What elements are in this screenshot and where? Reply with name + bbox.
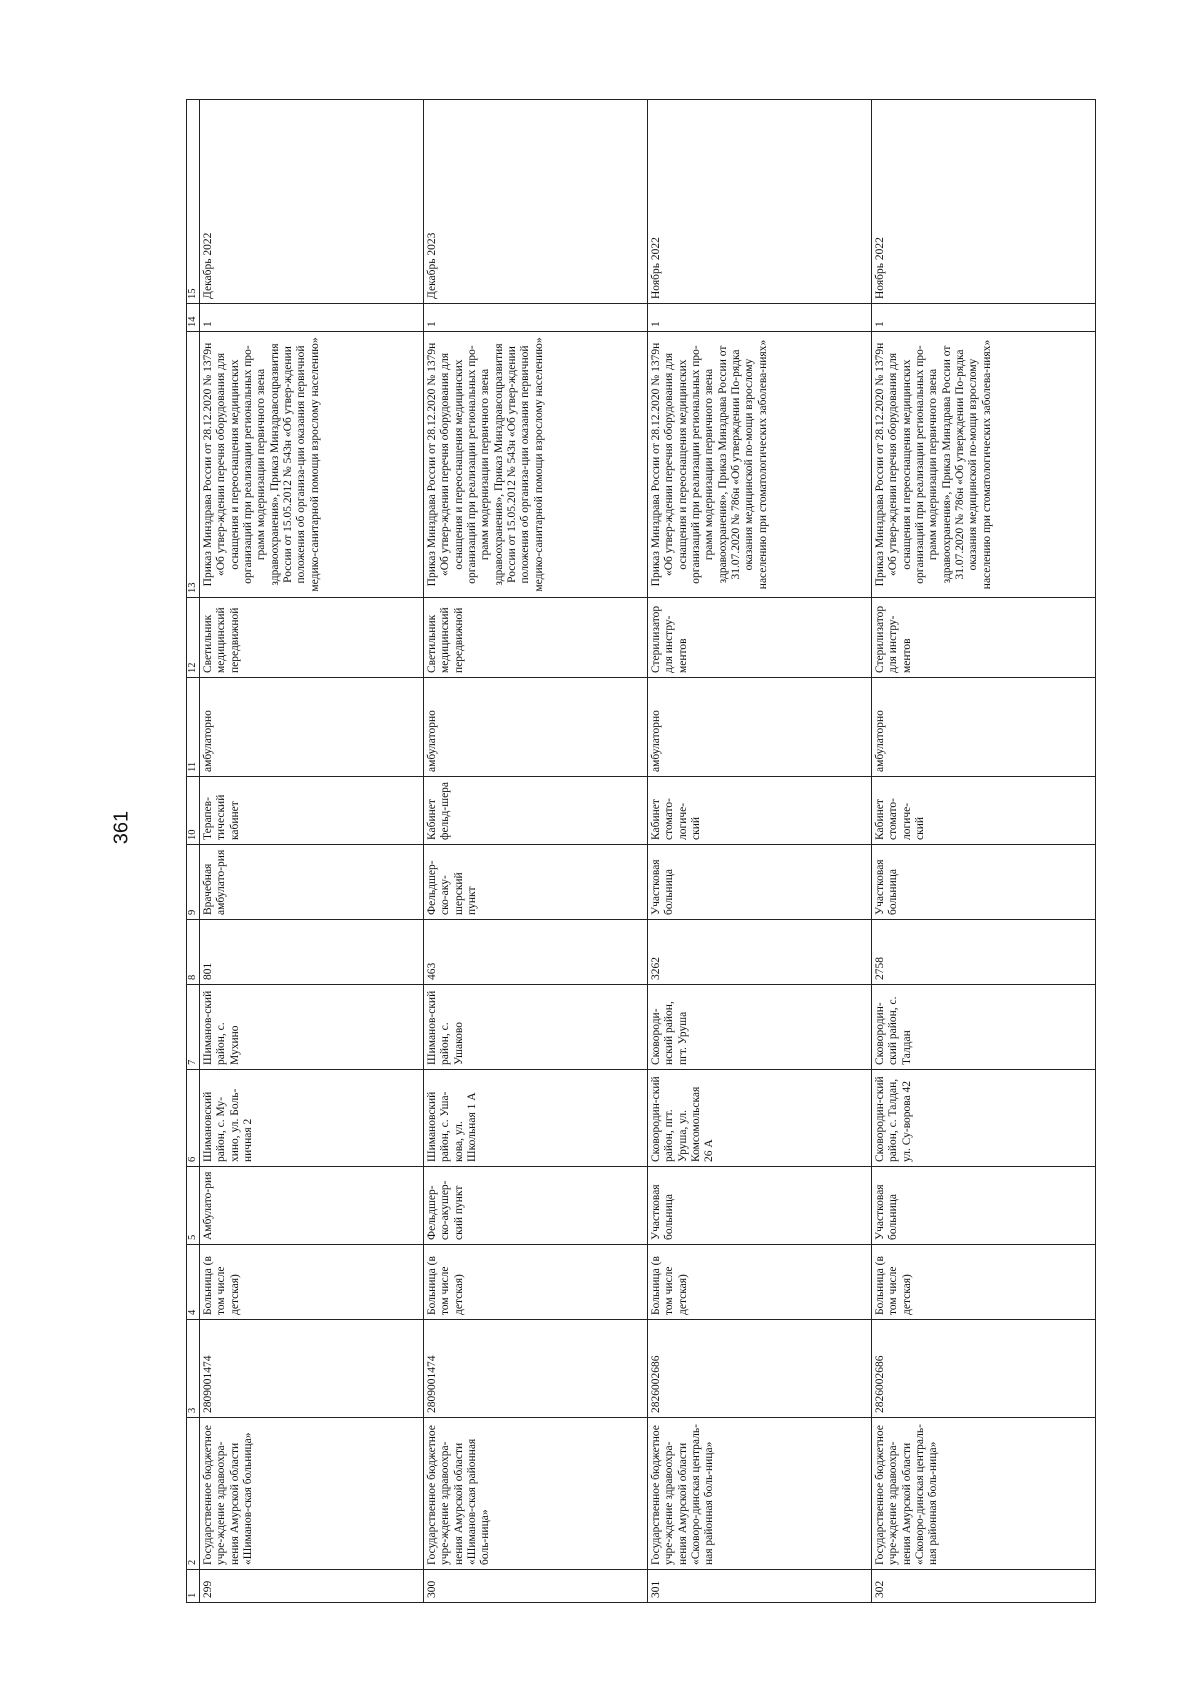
page-number: 361 bbox=[110, 810, 133, 845]
column-number: 15 bbox=[187, 100, 200, 304]
table-row bbox=[424, 100, 648, 1603]
table-cell: амбулаторно bbox=[424, 678, 648, 777]
table-cell: Фельдшер-ско-акушер-ский пункт bbox=[424, 1167, 648, 1245]
column-number: 9 bbox=[187, 845, 200, 920]
table-cell: амбулаторно bbox=[200, 678, 424, 777]
table-cell: Больница (в том числе детская) bbox=[648, 1245, 872, 1320]
table-cell: 299 bbox=[200, 1570, 424, 1603]
table-cell: Сковородин-ский район, с. Талдан bbox=[872, 985, 1096, 1070]
table-cell: Сковородин-ский район, с. Талдан, ул. Су-ворова 42 bbox=[872, 1070, 1096, 1167]
table-cell: Стерилизатор для инстру-ментов bbox=[872, 598, 1096, 678]
table-cell: Кабинет стомато-логиче-ский bbox=[872, 777, 1096, 845]
equipment-table-rotated bbox=[186, 100, 1082, 1603]
table-body bbox=[187, 100, 1096, 1603]
table-cell: Участковая больница bbox=[648, 845, 872, 920]
equipment-table bbox=[186, 99, 1096, 1603]
table-cell: Ноябрь 2022 bbox=[648, 100, 872, 304]
table-row bbox=[872, 100, 1096, 1603]
table-cell: Приказ Минздрава России от 28.12.2020 № 1379н «Об утвер-ждении перечня оборудования для оснащения и переоснащения медицинских организаций при реализации региональных про-грамм модернизации первичного звена здравоохранения», Приказ Минздравсоцразвития России от 15.05.2012 № 543н «Об утвер-ждении положения об организа-ции оказания первичной медико-санитарной помощи взрослому населению» bbox=[200, 332, 424, 598]
table-cell: 463 bbox=[424, 920, 648, 985]
table-cell: Государственное бюджетное учре-ждение здравоохра-нения Амурской области «Сковоро-динская централь-ная районная боль-ница» bbox=[872, 1418, 1096, 1570]
table-cell: 2826002686 bbox=[648, 1320, 872, 1418]
column-number: 6 bbox=[187, 1070, 200, 1167]
table-cell: 2809001474 bbox=[200, 1320, 424, 1418]
table-cell: 2809001474 bbox=[424, 1320, 648, 1418]
table-cell: Приказ Минздрава России от 28.12.2020 № 1379н «Об утвер-ждении перечня оборудования для оснащения и переоснащения медицинских организаций при реализации региональных про-грамм модернизации первичного звена здравоохранения», Приказ Минздрава России от 31.07.2020 № 786н «Об утверждении По-рядка оказания медицинской по-мощи взрослому населению при стоматологических заболева-ниях» bbox=[872, 332, 1096, 598]
table-cell: Шиманов-ский район, с. Мухино bbox=[200, 985, 424, 1070]
table-cell: 300 bbox=[424, 1570, 648, 1603]
table-cell: 1 bbox=[200, 304, 424, 332]
table-cell: амбулаторно bbox=[872, 678, 1096, 777]
table-cell: 3262 bbox=[648, 920, 872, 985]
table-cell: 2826002686 bbox=[872, 1320, 1096, 1418]
table-cell: Кабинет фельд-шера bbox=[424, 777, 648, 845]
table-cell: Шимановский район, с. Му-хино, ул. Боль-ничная 2 bbox=[200, 1070, 424, 1167]
table-cell: 1 bbox=[872, 304, 1096, 332]
column-number: 10 bbox=[187, 777, 200, 845]
table-cell: Кабинет стомато-логиче-ский bbox=[648, 777, 872, 845]
table-cell: Стерилизатор для инстру-ментов bbox=[648, 598, 872, 678]
table-cell: 2758 bbox=[872, 920, 1096, 985]
table-cell: Государственное бюджетное учре-ждение здравоохра-нения Амурской области «Шиманов-ская районная боль-ница» bbox=[424, 1418, 648, 1570]
table-cell: Приказ Минздрава России от 28.12.2020 № 1379н «Об утвер-ждении перечня оборудования для оснащения и переоснащения медицинских организаций при реализации региональных про-грамм модернизации первичного звена здравоохранения», Приказ Минздравсоцразвития России от 15.05.2012 № 543н «Об утвер-ждении положения об организа-ции оказания первичной медико-санитарной помощи взрослому населению» bbox=[424, 332, 648, 598]
column-number: 11 bbox=[187, 678, 200, 777]
table-cell: Больница (в том числе детская) bbox=[424, 1245, 648, 1320]
table-cell: Шимановский район, с. Ушa-кова, ул. Школьная 1 А bbox=[424, 1070, 648, 1167]
table-cell: Амбулато-рия bbox=[200, 1167, 424, 1245]
table-cell: Участковая больница bbox=[648, 1167, 872, 1245]
column-number: 3 bbox=[187, 1320, 200, 1418]
table-cell: 302 bbox=[872, 1570, 1096, 1603]
column-number: 7 bbox=[187, 985, 200, 1070]
table-cell: Декабрь 2023 bbox=[424, 100, 648, 304]
table-cell: Фельдшер-ско-аку-шерский пункт bbox=[424, 845, 648, 920]
table-cell: Государственное бюджетное учре-ждение здравоохра-нения Амурской области «Сковоро-динская централь-ная районная боль-ница» bbox=[648, 1418, 872, 1570]
column-number: 1 bbox=[187, 1570, 200, 1603]
table-cell: амбулаторно bbox=[648, 678, 872, 777]
column-number: 4 bbox=[187, 1245, 200, 1320]
column-number-row bbox=[187, 100, 200, 1603]
table-cell: 1 bbox=[648, 304, 872, 332]
table-cell: Светильник медицинский передвижной bbox=[424, 598, 648, 678]
table-cell: Государственное бюджетное учре-ждение здравоохра-нения Амурской области «Шиманов-ская больница» bbox=[200, 1418, 424, 1570]
table-cell: Сковородин-ский район, пгт. Уруша, ул. Комсомольская 26 А bbox=[648, 1070, 872, 1167]
table-cell: Участковая больница bbox=[872, 1167, 1096, 1245]
table-cell: 1 bbox=[424, 304, 648, 332]
table-cell: Светильник медицинский передвижной bbox=[200, 598, 424, 678]
table-cell: Приказ Минздрава России от 28.12.2020 № 1379н «Об утвер-ждении перечня оборудования для оснащения и переоснащения медицинских организаций при реализации региональных про-грамм модернизации первичного звена здравоохранения», Приказ Минздрава России от 31.07.2020 № 786н «Об утверждении По-рядка оказания медицинской по-мощи взрослому населению при стоматологических заболева-ниях» bbox=[648, 332, 872, 598]
column-number: 13 bbox=[187, 332, 200, 598]
table-cell: 801 bbox=[200, 920, 424, 985]
table-cell: Больница (в том числе детская) bbox=[872, 1245, 1096, 1320]
table-cell: 301 bbox=[648, 1570, 872, 1603]
table-row bbox=[648, 100, 872, 1603]
table-row bbox=[200, 100, 424, 1603]
table-cell: Врачебная амбулато-рия bbox=[200, 845, 424, 920]
table-cell: Шиманов-ский район, с. Ушаково bbox=[424, 985, 648, 1070]
table-cell: Сковороди-нский район, пгт. Уруша bbox=[648, 985, 872, 1070]
column-number: 2 bbox=[187, 1418, 200, 1570]
table-cell: Терапев-тический кабинет bbox=[200, 777, 424, 845]
column-number: 14 bbox=[187, 304, 200, 332]
column-number: 5 bbox=[187, 1167, 200, 1245]
table-cell: Участковая больница bbox=[872, 845, 1096, 920]
table-cell: Больница (в том числе детская) bbox=[200, 1245, 424, 1320]
column-number: 12 bbox=[187, 598, 200, 678]
table-cell: Декабрь 2022 bbox=[200, 100, 424, 304]
column-number: 8 bbox=[187, 920, 200, 985]
table-cell: Ноябрь 2022 bbox=[872, 100, 1096, 304]
